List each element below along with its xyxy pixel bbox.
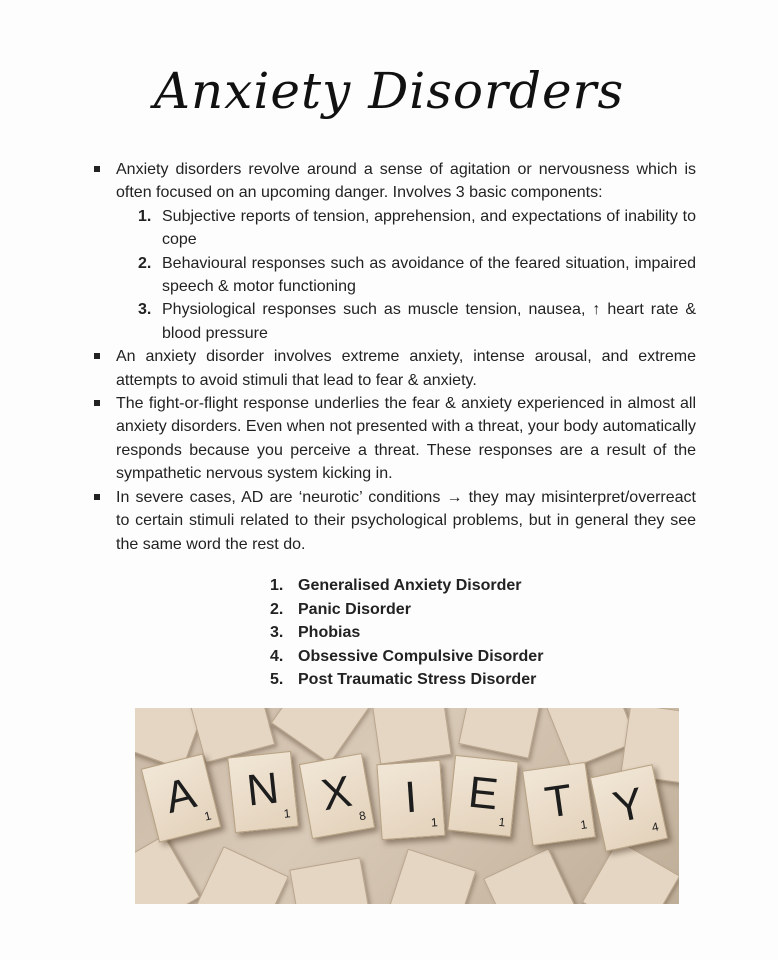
list-text: Physiological responses such as muscle tension, nausea, ↑ heart rate & blood pressure xyxy=(162,301,696,342)
list-number: 1. xyxy=(138,207,152,225)
bullet-square-icon xyxy=(94,400,100,406)
list-number: 5. xyxy=(270,671,284,689)
list-text: Panic Disorder xyxy=(298,600,411,618)
bullet-item xyxy=(92,345,696,392)
bullet-square-icon xyxy=(94,166,100,172)
letter-tile xyxy=(141,753,221,842)
list-number: 3. xyxy=(270,624,284,642)
list-text: Generalised Anxiety Disorder xyxy=(298,577,522,594)
background-tile xyxy=(193,846,289,904)
background-tile xyxy=(386,849,477,904)
background-tile xyxy=(289,857,372,904)
background-tile xyxy=(370,708,451,765)
list-number: 3. xyxy=(138,301,152,319)
bullet-text: Anxiety disorders revolve around a sense of agitation or nervousness which is often focused on an upcoming danger. Involves 3 basic components: xyxy=(116,161,696,202)
list-item xyxy=(92,205,696,252)
list-text: Behavioural responses such as avoidance of the feared situation, impaired speech & motor functioning xyxy=(162,254,696,296)
list-item xyxy=(92,298,696,345)
tile-letter: E xyxy=(466,767,501,820)
letter-tile xyxy=(227,751,299,833)
bullet-item xyxy=(92,392,696,486)
notes-body xyxy=(92,158,696,556)
letter-tile xyxy=(522,762,596,846)
tile-letter: I xyxy=(403,772,419,823)
tile-score: 1 xyxy=(282,806,292,821)
list-item xyxy=(270,574,630,598)
list-item xyxy=(270,621,630,645)
background-tile xyxy=(458,708,543,759)
tile-score: 1 xyxy=(202,808,213,824)
bullet-item xyxy=(92,158,696,205)
tile-letter: X xyxy=(317,766,356,821)
bullet-text: An anxiety disorder involves extreme anxiety, intense arousal, and extreme attempts to avoid stimuli that lead to fear & anxiety. xyxy=(116,348,696,389)
list-text: Phobias xyxy=(298,624,361,642)
background-tile xyxy=(135,835,200,904)
tile-letter: Y xyxy=(609,778,648,833)
tile-score: 8 xyxy=(357,808,368,824)
list-item xyxy=(270,598,630,622)
tile-letter: A xyxy=(160,768,201,823)
list-number: 2. xyxy=(270,600,284,618)
list-item xyxy=(270,645,630,669)
page-title: Anxiety Disorders xyxy=(153,62,625,120)
tile-score: 1 xyxy=(430,815,439,830)
list-number: 4. xyxy=(270,647,284,665)
list-number: 1. xyxy=(270,577,284,594)
letter-tile xyxy=(376,760,445,840)
components-list xyxy=(92,205,696,345)
scrabble-tiles-photo xyxy=(135,708,679,904)
list-text: Subjective reports of tension, apprehension, and expectations of inability to cope xyxy=(162,207,696,249)
list-text: Post Traumatic Stress Disorder xyxy=(298,671,537,689)
tile-letter: N xyxy=(244,763,282,816)
tile-letter: T xyxy=(541,775,576,828)
tile-score: 1 xyxy=(497,814,507,830)
bullet-item xyxy=(92,486,696,556)
list-number: 2. xyxy=(138,254,152,272)
list-item xyxy=(92,252,696,299)
bullet-square-icon xyxy=(94,494,100,500)
bullet-square-icon xyxy=(94,353,100,359)
list-text: Obsessive Compulsive Disorder xyxy=(298,647,544,665)
disorder-types-list xyxy=(270,574,630,692)
tile-score: 1 xyxy=(579,817,589,833)
letter-tile xyxy=(299,753,375,839)
background-tile xyxy=(483,848,579,904)
background-tile xyxy=(582,840,679,904)
tile-score: 4 xyxy=(650,819,660,835)
bullet-text: The fight-or-flight response underlies the fear & anxiety experienced in almost all anxiety disorders. Even when not presented with a threat, your body automatically responds because you perceive a threat. These responses are a result of the sympathetic nervous system kicking in. xyxy=(116,395,696,483)
letter-tile xyxy=(447,755,519,837)
bullet-text: In severe cases, AD are ‘neurotic’ conditions → they may misinterpret/overreact to certain stimuli related to their psychological problems, but in general they see the same word the rest do. xyxy=(116,488,696,553)
list-item xyxy=(270,668,630,692)
